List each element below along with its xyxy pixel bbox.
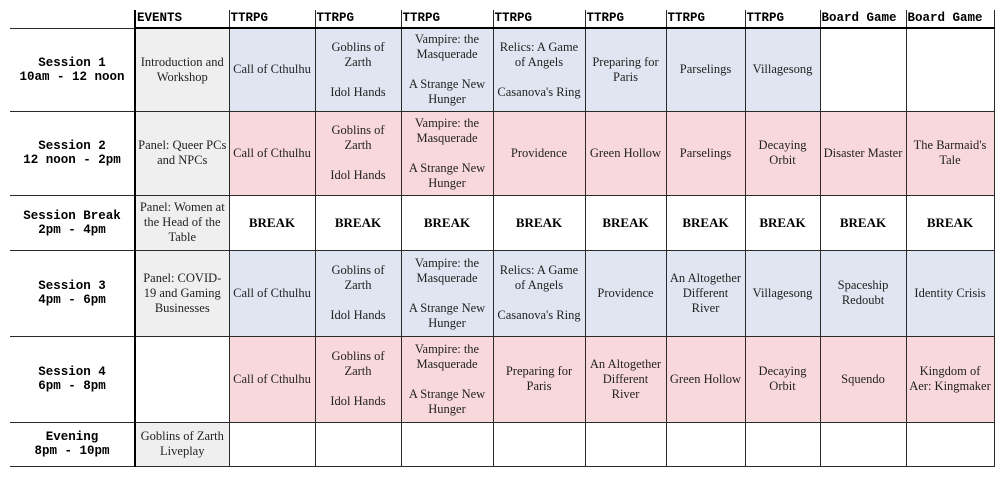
row-label: [10, 336, 135, 422]
line-gap: [318, 70, 399, 85]
game-cell: [315, 28, 401, 111]
game-cell: [401, 422, 493, 466]
game-title: Idol Hands: [330, 84, 386, 99]
line-gap: [318, 293, 399, 308]
game-title: An Altogether Different River: [589, 356, 662, 401]
game-title: Preparing for Paris: [592, 54, 659, 84]
game-title: Green Hollow: [589, 145, 662, 160]
row-label: [10, 111, 135, 195]
game-cell: [493, 250, 585, 336]
game-cell: [745, 28, 820, 111]
game-title: A Strange New Hunger: [408, 300, 486, 330]
column-header: TTRPG: [666, 10, 745, 28]
game-title: A Strange New Hunger: [408, 160, 486, 190]
game-title: BREAK: [839, 215, 887, 230]
row-label: [10, 28, 135, 111]
line-gap: [404, 286, 491, 301]
game-cell: [493, 111, 585, 195]
line-gap: [496, 293, 583, 308]
game-title: BREAK: [759, 215, 806, 230]
game-title: BREAK: [515, 215, 563, 230]
game-title: Preparing for Paris: [505, 364, 573, 393]
column-header: TTRPG: [401, 10, 493, 28]
game-cell: [585, 250, 666, 336]
event-cell: [135, 111, 229, 195]
column-header: EVENTS: [135, 10, 229, 28]
game-title: Call of Cthulhu: [233, 145, 311, 160]
game-cell: [906, 111, 994, 195]
game-cell: [585, 422, 666, 466]
game-cell: [315, 250, 401, 336]
break-cell: [315, 195, 401, 250]
game-cell: [493, 28, 585, 111]
game-cell: [820, 422, 906, 466]
break-cell: [820, 195, 906, 250]
game-cell: [585, 28, 666, 111]
game-cell: [820, 336, 906, 422]
break-cell: [493, 195, 585, 250]
game-title: Green Hollow: [669, 371, 742, 386]
game-cell: [585, 336, 666, 422]
game-title: BREAK: [248, 215, 296, 230]
game-title: Call of Cthulhu: [233, 285, 311, 300]
game-title: Parselings: [679, 145, 732, 160]
game-cell: [745, 111, 820, 195]
row-label: [10, 195, 135, 250]
line-gap: [404, 146, 491, 161]
line-gap: [404, 62, 491, 77]
session-time: 10am - 12 noon: [19, 69, 125, 84]
game-title: Goblins of Zarth Liveplay: [140, 429, 224, 458]
game-title: Idol Hands: [330, 394, 386, 408]
session-name: Session Break: [23, 208, 121, 223]
line-gap: [496, 70, 583, 85]
game-cell: [666, 111, 745, 195]
game-cell: [745, 336, 820, 422]
row-label: [10, 250, 135, 336]
schedule-row: [10, 422, 994, 466]
column-header: TTRPG: [229, 10, 315, 28]
game-cell: [229, 250, 315, 336]
game-cell: [745, 250, 820, 336]
game-title: Casanova's Ring: [497, 84, 581, 99]
game-title: Goblins of Zarth: [331, 39, 385, 69]
game-cell: [401, 111, 493, 195]
game-cell: [315, 336, 401, 422]
game-cell: [820, 111, 906, 195]
game-cell: [229, 111, 315, 195]
game-title: Idol Hands: [330, 168, 386, 182]
game-title: Parselings: [679, 62, 732, 77]
game-title: Decaying Orbit: [758, 138, 807, 167]
game-title: Providence: [597, 285, 654, 300]
break-cell: [585, 195, 666, 250]
game-cell: [666, 250, 745, 336]
break-cell: [229, 195, 315, 250]
break-cell: [906, 195, 994, 250]
game-cell: [229, 336, 315, 422]
line-gap: [318, 153, 399, 168]
game-title: Decaying Orbit: [758, 364, 807, 393]
schedule-row: [10, 111, 994, 195]
game-cell: [401, 250, 493, 336]
game-title: BREAK: [334, 215, 382, 230]
row-label: [10, 422, 135, 466]
game-title: Vampire: the Masquerade: [414, 32, 480, 62]
game-title: Call of Cthulhu: [233, 62, 311, 77]
event-cell: [135, 195, 229, 250]
game-title: Identity Crisis: [914, 285, 986, 300]
game-title: Vampire: the Masquerade: [414, 115, 480, 145]
game-cell: [906, 250, 994, 336]
column-header: Board Game: [820, 10, 906, 28]
game-title: Vampire: the Masquerade: [414, 255, 480, 285]
game-title: Squendo: [841, 371, 885, 386]
game-cell: [820, 250, 906, 336]
game-cell: [401, 336, 493, 422]
game-title: The Barmaid's Tale: [913, 138, 987, 167]
game-title: Introduction and Workshop: [140, 54, 224, 84]
session-time: 6pm - 8pm: [38, 379, 106, 393]
game-title: BREAK: [926, 215, 974, 230]
event-cell: [135, 422, 229, 466]
game-cell: [229, 422, 315, 466]
schedule-body: [10, 28, 994, 466]
game-cell: [666, 28, 745, 111]
header-row: [10, 10, 994, 28]
session-name: Session 3: [38, 279, 106, 293]
session-time: 12 noon - 2pm: [23, 153, 121, 167]
schedule-row: [10, 28, 994, 111]
game-cell: [666, 422, 745, 466]
game-title: Disaster Master: [823, 145, 903, 160]
game-title: Kingdom of Aer: Kingmaker: [909, 364, 991, 393]
game-title: Goblins of Zarth: [331, 349, 385, 378]
game-title: A Strange New Hunger: [408, 77, 486, 107]
schedule-table: [10, 10, 995, 467]
game-title: Idol Hands: [330, 308, 386, 322]
game-title: BREAK: [423, 215, 471, 230]
game-cell: [315, 111, 401, 195]
game-cell: [229, 28, 315, 111]
game-title: Panel: Women at the Head of the Table: [139, 200, 225, 244]
session-name: Session 2: [38, 139, 106, 153]
game-title: Providence: [510, 145, 568, 160]
schedule-row: [10, 195, 994, 250]
column-header: TTRPG: [315, 10, 401, 28]
game-title: Goblins of Zarth: [331, 263, 385, 292]
session-time: 2pm - 4pm: [38, 222, 106, 237]
game-cell: [666, 336, 745, 422]
game-title: Relics: A Game of Angels: [499, 39, 579, 69]
game-title: Panel: Queer PCs and NPCs: [138, 138, 227, 167]
column-header: TTRPG: [493, 10, 585, 28]
session-name: Session 1: [38, 55, 106, 70]
game-title: Spaceship Redoubt: [837, 278, 889, 307]
session-name: Evening: [45, 430, 99, 444]
schedule-row: [10, 336, 994, 422]
game-cell: [401, 28, 493, 111]
column-header: TTRPG: [745, 10, 820, 28]
game-title: An Altogether Different River: [669, 270, 742, 315]
break-cell: [401, 195, 493, 250]
game-cell: [906, 28, 994, 111]
column-header: Board Game: [906, 10, 994, 28]
game-cell: [493, 336, 585, 422]
line-gap: [318, 379, 399, 394]
game-title: Call of Cthulhu: [233, 371, 311, 386]
game-cell: [906, 336, 994, 422]
game-title: Villagesong: [752, 62, 813, 77]
break-cell: [745, 195, 820, 250]
session-time: 4pm - 6pm: [38, 293, 106, 307]
session-name: Session 4: [38, 365, 106, 379]
column-header: TTRPG: [585, 10, 666, 28]
event-cell: [135, 28, 229, 111]
game-title: Panel: COVID-19 and Gaming Businesses: [143, 270, 222, 315]
game-title: Casanova's Ring: [497, 308, 581, 322]
game-cell: [315, 422, 401, 466]
game-cell: [493, 422, 585, 466]
schedule-row: [10, 250, 994, 336]
game-title: BREAK: [602, 215, 649, 230]
game-title: Vampire: the Masquerade: [414, 341, 480, 371]
break-cell: [666, 195, 745, 250]
game-title: BREAK: [682, 215, 729, 230]
game-cell: [820, 28, 906, 111]
game-title: A Strange New Hunger: [408, 386, 486, 416]
game-cell: [745, 422, 820, 466]
line-gap: [404, 372, 491, 387]
event-cell: [135, 250, 229, 336]
event-cell: [135, 336, 229, 422]
game-title: Goblins of Zarth: [331, 123, 385, 152]
game-cell: [585, 111, 666, 195]
game-cell: [906, 422, 994, 466]
corner-cell: [10, 10, 135, 28]
game-title: Relics: A Game of Angels: [499, 263, 579, 292]
game-title: Villagesong: [752, 285, 813, 300]
session-time: 8pm - 10pm: [34, 444, 110, 458]
